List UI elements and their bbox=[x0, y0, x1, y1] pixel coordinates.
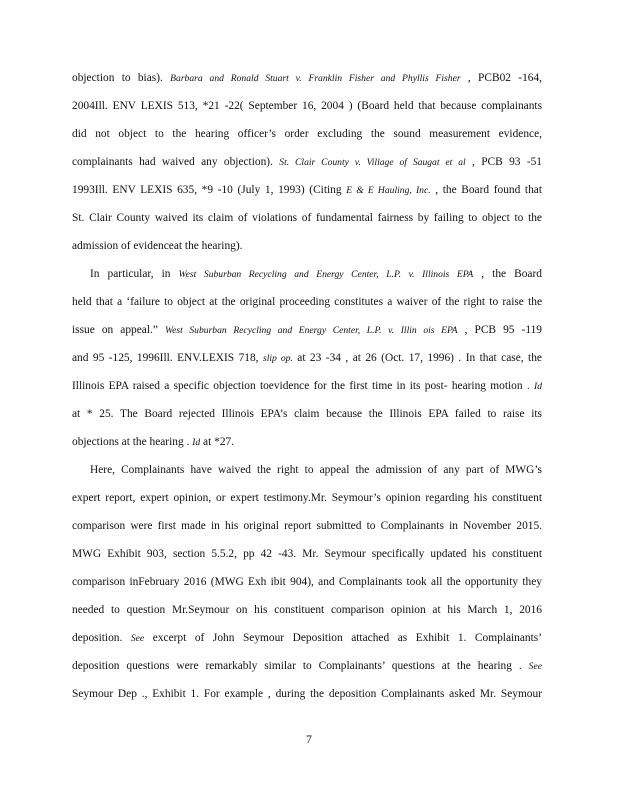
text-line: issue on appeal.” West Suburban Recycling and Energy Center, L.P. v. Illin ois EPA , PCB 95 -119 bbox=[72, 324, 542, 336]
text-line: complainants had waived any objection). St. Clair County v. Village of Saugat et al , PCB 93 -51 bbox=[72, 156, 543, 168]
text-line: 1993Ill. ENV LEXIS 635, *9 -10 (July 1, 1993) (Citing E & E Hauling, Inc. , the Board found that bbox=[72, 184, 543, 196]
text-line: MWG Exhibit 903, section 5.5.2, pp 42 -43. Mr. Seymour specifically updated his constituent bbox=[72, 548, 542, 560]
text-line: expert report, expert opinion, or expert testimony.Mr. Seymour’s opinion regarding his constituent bbox=[72, 492, 542, 504]
text-line: admission of evidenceat the hearing). bbox=[72, 240, 243, 252]
page-number: 7 bbox=[306, 734, 312, 746]
text-line: and 95 -125, 1996Ill. ENV.LEXIS 718, slip op. at 23 -34 , at 26 (Oct. 17, 1996) . In that case, the bbox=[72, 352, 542, 364]
text-line: St. Clair County waived its claim of violations of fundamental fairness by failing to object to the bbox=[72, 212, 542, 224]
text-line: Illinois EPA raised a specific objection toevidence for the first time in its post- hearing motion . Id bbox=[72, 380, 542, 392]
text-line: Seymour Dep ., Exhibit 1. For example , during the deposition Complainants asked Mr. Seymour bbox=[72, 688, 542, 700]
text-line: deposition. See excerpt of John Seymour Deposition attached as Exhibit 1. Complainants’ bbox=[72, 632, 543, 644]
text-line: Here, Complainants have waived the right to appeal the admission of any part of MWG’s bbox=[90, 464, 542, 476]
text-line: In particular, in West Suburban Recycling and Energy Center, L.P. v. Illinois EPA , the Board bbox=[90, 268, 542, 280]
text-line: did not object to the hearing officer’s order excluding the sound measurement evidence, bbox=[72, 128, 542, 140]
text-line: needed to question Mr.Seymour on his constituent comparison opinion at his March 1, 2016 bbox=[72, 604, 542, 616]
text-line: comparison were first made in his original report submitted to Complainants in November 2015. bbox=[72, 520, 542, 532]
text-line: at * 25. The Board rejected Illinois EPA’s claim because the Illinois EPA failed to raise its bbox=[72, 408, 542, 420]
text-line: objection to bias). Barbara and Ronald Stuart v. Franklin Fisher and Phyllis Fisher , PCB02 -164, bbox=[72, 72, 543, 84]
text-line: held that a ‘failure to object at the original proceeding constitutes a waiver of the right to raise the bbox=[72, 296, 542, 308]
text-line: comparison inFebruary 2016 (MWG Exh ibit 904), and Complainants took all the opportunity they bbox=[72, 576, 542, 588]
text-line: 2004Ill. ENV LEXIS 513, *21 -22( September 16, 2004 ) (Board held that because complainants bbox=[72, 100, 542, 112]
text-line: deposition questions were remarkably similar to Complainants’ questions at the hearing . See bbox=[72, 660, 542, 672]
text-line: objections at the hearing . Id at *27. bbox=[72, 436, 235, 448]
